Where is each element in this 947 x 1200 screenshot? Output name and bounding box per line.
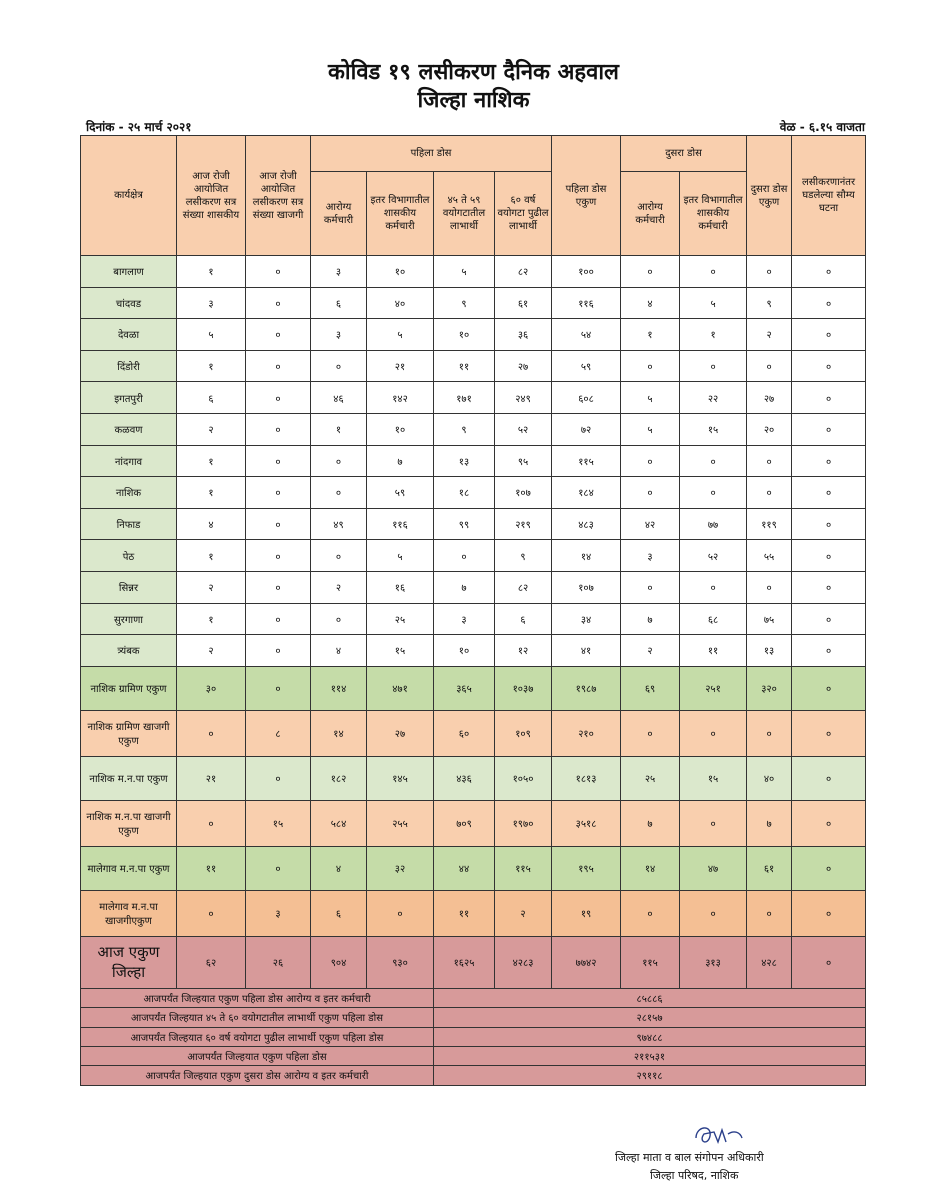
value-cell: ० — [792, 800, 866, 846]
value-cell: ५ — [434, 256, 495, 288]
value-cell: १ — [177, 540, 246, 572]
value-cell: ० — [177, 800, 246, 846]
value-cell: ९ — [434, 287, 495, 319]
subtotal-name: मालेगाव म.न.पा एकुण — [81, 846, 177, 890]
value-cell: १० — [434, 319, 495, 351]
value-cell: ७५ — [747, 603, 792, 635]
value-cell: ५५ — [747, 540, 792, 572]
value-cell: १०७ — [552, 571, 621, 603]
taluka-row — [81, 350, 866, 382]
cumulative-row — [81, 1027, 866, 1046]
value-cell: ० — [621, 350, 680, 382]
value-cell: ८२ — [495, 256, 552, 288]
value-cell: ९५ — [495, 445, 552, 477]
subtotal-name: नाशिक ग्रामिण खाजगी एकुण — [81, 710, 177, 756]
value-cell: १८१३ — [552, 756, 621, 800]
value-cell: १५ — [367, 635, 434, 667]
value-cell: ० — [246, 571, 311, 603]
value-cell: ० — [246, 540, 311, 572]
value-cell: ० — [680, 890, 747, 936]
value-cell: १० — [434, 635, 495, 667]
value-cell: ० — [792, 710, 866, 756]
total-value-cell: ११५ — [621, 936, 680, 988]
value-cell: ० — [792, 256, 866, 288]
value-cell: ४ — [311, 846, 367, 890]
subtotal-name: नाशिक म.न.पा एकुण — [81, 756, 177, 800]
cumulative-row — [81, 1066, 866, 1085]
value-cell: ० — [246, 603, 311, 635]
col-header-dose1-total: पहिला डोस एकुण — [552, 136, 621, 256]
value-cell: ० — [680, 800, 747, 846]
value-cell: ० — [311, 445, 367, 477]
value-cell: ६ — [311, 287, 367, 319]
value-cell: ३ — [311, 319, 367, 351]
value-cell: ३ — [246, 890, 311, 936]
value-cell: ० — [246, 846, 311, 890]
value-cell: १०३७ — [495, 666, 552, 710]
value-cell: ० — [246, 666, 311, 710]
value-cell: ० — [680, 256, 747, 288]
subtotal-row — [81, 756, 866, 800]
value-cell: ७ — [434, 571, 495, 603]
value-cell: २७ — [747, 382, 792, 414]
value-cell: ० — [792, 382, 866, 414]
total-value-cell: ९०४ — [311, 936, 367, 988]
value-cell: ६ — [495, 603, 552, 635]
value-cell: १ — [177, 445, 246, 477]
subtotal-name: नाशिक ग्रामिण एकुण — [81, 666, 177, 710]
cumulative-row — [81, 1008, 866, 1027]
value-cell: ४० — [747, 756, 792, 800]
value-cell: १४ — [621, 846, 680, 890]
value-cell: १९ — [552, 890, 621, 936]
total-value-cell: ७७४२ — [552, 936, 621, 988]
cumulative-value: २८१५७ — [434, 1008, 866, 1027]
taluka-row — [81, 635, 866, 667]
col-group-dose1: पहिला डोस — [311, 136, 552, 172]
value-cell: १४ — [311, 710, 367, 756]
cumulative-label: आजपर्यंत जिल्हयात एकुण दुसरा डोस आरोग्य व इतर कर्मचारी — [81, 1066, 434, 1085]
value-cell: ५ — [367, 540, 434, 572]
taluka-name: नाशिक — [81, 477, 177, 509]
value-cell: २५५ — [367, 800, 434, 846]
value-cell: ४३६ — [434, 756, 495, 800]
taluka-name: चांदवड — [81, 287, 177, 319]
value-cell: ४७१ — [367, 666, 434, 710]
taluka-row — [81, 477, 866, 509]
value-cell: ० — [367, 890, 434, 936]
value-cell: ९९ — [434, 508, 495, 540]
value-cell: १९७० — [495, 800, 552, 846]
value-cell: ० — [792, 445, 866, 477]
value-cell: ० — [792, 350, 866, 382]
value-cell: ७ — [621, 603, 680, 635]
total-value-cell: २६ — [246, 936, 311, 988]
total-value-cell: ४२८ — [747, 936, 792, 988]
subtotal-name: नाशिक म.न.पा खाजगी एकुण — [81, 800, 177, 846]
value-cell: ० — [311, 540, 367, 572]
subtotal-row — [81, 800, 866, 846]
value-cell: ० — [246, 508, 311, 540]
subtotal-row — [81, 666, 866, 710]
value-cell: ८२ — [495, 571, 552, 603]
taluka-row — [81, 413, 866, 445]
value-cell: ४९ — [311, 508, 367, 540]
taluka-row — [81, 571, 866, 603]
district-total-row — [81, 936, 866, 988]
report-title: कोविड १९ लसीकरण दैनिक अहवाल — [328, 60, 619, 85]
value-cell: ० — [246, 445, 311, 477]
value-cell: २ — [747, 319, 792, 351]
value-cell: ० — [792, 540, 866, 572]
value-cell: ७ — [621, 800, 680, 846]
value-cell: ११ — [680, 635, 747, 667]
signature-mark — [688, 1118, 748, 1154]
value-cell: ३५१८ — [552, 800, 621, 846]
value-cell: ० — [177, 710, 246, 756]
col-header-d1-45-59: ४५ ते ५९ वयोगटातील लाभार्थी — [434, 172, 495, 256]
value-cell: ० — [747, 571, 792, 603]
value-cell: १९८७ — [552, 666, 621, 710]
value-cell: ५९ — [367, 477, 434, 509]
value-cell: २२ — [680, 382, 747, 414]
cumulative-label: आजपर्यंत जिल्हयात एकुण पहिला डोस — [81, 1046, 434, 1065]
value-cell: ४४ — [434, 846, 495, 890]
total-value-cell: ० — [792, 936, 866, 988]
value-cell: ० — [747, 350, 792, 382]
value-cell: ७०९ — [434, 800, 495, 846]
value-cell: २ — [311, 571, 367, 603]
value-cell: ६ — [177, 382, 246, 414]
value-cell: १३ — [434, 445, 495, 477]
value-cell: ० — [311, 477, 367, 509]
col-header-d1-health: आरोग्य कर्मचारी — [311, 172, 367, 256]
value-cell: ५९ — [552, 350, 621, 382]
col-header-d2-other: इतर विभागातील शासकीय कर्मचारी — [680, 172, 747, 256]
value-cell: १८२ — [311, 756, 367, 800]
cumulative-row — [81, 1046, 866, 1065]
value-cell: १ — [680, 319, 747, 351]
taluka-name: इगतपुरी — [81, 382, 177, 414]
value-cell: ० — [792, 571, 866, 603]
value-cell: ० — [680, 710, 747, 756]
total-value-cell: ९३० — [367, 936, 434, 988]
value-cell: २१ — [367, 350, 434, 382]
value-cell: ० — [246, 635, 311, 667]
taluka-row — [81, 603, 866, 635]
value-cell: १ — [177, 603, 246, 635]
taluka-row — [81, 256, 866, 288]
value-cell: ० — [680, 477, 747, 509]
value-cell: ५ — [680, 287, 747, 319]
value-cell: १४ — [552, 540, 621, 572]
value-cell: ० — [792, 890, 866, 936]
value-cell: १० — [367, 256, 434, 288]
value-cell: २७ — [367, 710, 434, 756]
value-cell: ६० — [434, 710, 495, 756]
value-cell: ० — [621, 710, 680, 756]
value-cell: २५ — [621, 756, 680, 800]
value-cell: १७१ — [434, 382, 495, 414]
cumulative-value: ९७४८८ — [434, 1027, 866, 1046]
col-group-dose2: दुसरा डोस — [621, 136, 747, 172]
value-cell: ६०८ — [552, 382, 621, 414]
value-cell: १४२ — [367, 382, 434, 414]
col-header-sessions-pvt: आज रोजी आयोजित लसीकरण सत्र संख्या खाजगी — [246, 136, 311, 256]
value-cell: ९ — [495, 540, 552, 572]
vaccination-table — [80, 135, 866, 1086]
value-cell: ४१ — [552, 635, 621, 667]
value-cell: ३४ — [552, 603, 621, 635]
signature-designation: जिल्हा माता व बाल संगोपन अधिकारी — [615, 1151, 764, 1164]
value-cell: १५ — [680, 756, 747, 800]
value-cell: ७ — [747, 800, 792, 846]
taluka-name: दिंडोरी — [81, 350, 177, 382]
value-cell: ११६ — [552, 287, 621, 319]
value-cell: १८४ — [552, 477, 621, 509]
value-cell: ० — [792, 508, 866, 540]
taluka-name: सुरगाणा — [81, 603, 177, 635]
value-cell: ० — [747, 256, 792, 288]
value-cell: २७ — [495, 350, 552, 382]
value-cell: १ — [177, 256, 246, 288]
value-cell: ० — [792, 319, 866, 351]
value-cell: ५२ — [495, 413, 552, 445]
cumulative-row — [81, 988, 866, 1007]
taluka-name: नांदगाव — [81, 445, 177, 477]
subtotal-row — [81, 890, 866, 936]
value-cell: ११९ — [747, 508, 792, 540]
value-cell: ३२ — [367, 846, 434, 890]
value-cell: ० — [246, 256, 311, 288]
taluka-name: पेठ — [81, 540, 177, 572]
value-cell: २१९ — [495, 508, 552, 540]
value-cell: ० — [792, 603, 866, 635]
value-cell: ३ — [177, 287, 246, 319]
cumulative-label: आजपर्यंत जिल्हयात एकुण पहिला डोस आरोग्य व इतर कर्मचारी — [81, 988, 434, 1007]
value-cell: १०९ — [495, 710, 552, 756]
value-cell: ० — [792, 477, 866, 509]
value-cell: ४० — [367, 287, 434, 319]
value-cell: ० — [621, 890, 680, 936]
value-cell: ० — [792, 756, 866, 800]
value-cell: ११४ — [311, 666, 367, 710]
value-cell: ११ — [177, 846, 246, 890]
taluka-row — [81, 382, 866, 414]
signature-office: जिल्हा परिषद, नाशिक — [650, 1169, 739, 1182]
col-header-d1-60: ६० वर्ष वयोगटा पुढील लाभार्थी — [495, 172, 552, 256]
cumulative-value: २११५३१ — [434, 1046, 866, 1065]
value-cell: १२ — [495, 635, 552, 667]
taluka-name: निफाड — [81, 508, 177, 540]
value-cell: ७२ — [552, 413, 621, 445]
value-cell: २ — [621, 635, 680, 667]
value-cell: ० — [621, 445, 680, 477]
value-cell: ० — [621, 256, 680, 288]
value-cell: १४५ — [367, 756, 434, 800]
value-cell: १ — [177, 477, 246, 509]
taluka-name: सिन्नर — [81, 571, 177, 603]
total-value-cell: १६२५ — [434, 936, 495, 988]
value-cell: ७७ — [680, 508, 747, 540]
taluka-name: कळवण — [81, 413, 177, 445]
value-cell: १५ — [680, 413, 747, 445]
value-cell: ० — [177, 890, 246, 936]
cumulative-value: २९११८ — [434, 1066, 866, 1085]
value-cell: ११ — [434, 890, 495, 936]
value-cell: २० — [747, 413, 792, 445]
value-cell: २४९ — [495, 382, 552, 414]
value-cell: ४ — [621, 287, 680, 319]
value-cell: ० — [246, 382, 311, 414]
taluka-row — [81, 287, 866, 319]
value-cell: ० — [246, 350, 311, 382]
value-cell: ० — [792, 287, 866, 319]
cumulative-label: आजपर्यंत जिल्हयात ४५ ते ६० वयोगटातील लाभार्थी एकुण पहिला डोस — [81, 1008, 434, 1027]
value-cell: ३ — [434, 603, 495, 635]
value-cell: १६ — [367, 571, 434, 603]
value-cell: २५ — [367, 603, 434, 635]
value-cell: २१ — [177, 756, 246, 800]
col-header-dose2-total: दुसरा डोस एकुण — [747, 136, 792, 256]
value-cell: ० — [792, 666, 866, 710]
value-cell: २ — [177, 413, 246, 445]
value-cell: ४ — [311, 635, 367, 667]
value-cell: ६८ — [680, 603, 747, 635]
value-cell: ११ — [434, 350, 495, 382]
col-header-d1-other: इतर विभागातील शासकीय कर्मचारी — [367, 172, 434, 256]
value-cell: ३ — [621, 540, 680, 572]
value-cell: ० — [747, 890, 792, 936]
value-cell: १ — [311, 413, 367, 445]
taluka-row — [81, 540, 866, 572]
total-value-cell: ६२ — [177, 936, 246, 988]
taluka-row — [81, 445, 866, 477]
value-cell: १०७ — [495, 477, 552, 509]
value-cell: १० — [367, 413, 434, 445]
value-cell: ० — [747, 445, 792, 477]
value-cell: ३६ — [495, 319, 552, 351]
value-cell: ० — [792, 846, 866, 890]
value-cell: १०० — [552, 256, 621, 288]
value-cell: ० — [621, 571, 680, 603]
value-cell: ५२ — [680, 540, 747, 572]
value-cell: १ — [621, 319, 680, 351]
value-cell: ४ — [177, 508, 246, 540]
value-cell: ३० — [177, 666, 246, 710]
taluka-name: बागलाण — [81, 256, 177, 288]
value-cell: १८ — [434, 477, 495, 509]
value-cell: २५१ — [680, 666, 747, 710]
value-cell: १३ — [747, 635, 792, 667]
value-cell: ११६ — [367, 508, 434, 540]
value-cell: ६१ — [495, 287, 552, 319]
value-cell: ८ — [246, 710, 311, 756]
value-cell: ० — [434, 540, 495, 572]
value-cell: ० — [311, 603, 367, 635]
col-header-area: कार्यक्षेत्र — [81, 136, 177, 256]
subtotal-name: मालेगाव म.न.पा खाजगीएकुण — [81, 890, 177, 936]
value-cell: ० — [747, 477, 792, 509]
value-cell: ७ — [367, 445, 434, 477]
taluka-name: त्र्यंबक — [81, 635, 177, 667]
value-cell: २ — [177, 571, 246, 603]
value-cell: ९ — [747, 287, 792, 319]
value-cell: ० — [747, 710, 792, 756]
value-cell: ५८४ — [311, 800, 367, 846]
value-cell: ० — [792, 635, 866, 667]
value-cell: ० — [680, 571, 747, 603]
value-cell: ० — [621, 477, 680, 509]
value-cell: २१० — [552, 710, 621, 756]
report-time: वेळ - ६.१५ वाजता — [779, 120, 865, 134]
value-cell: ० — [246, 756, 311, 800]
value-cell: ९ — [434, 413, 495, 445]
total-value-cell: ४२८३ — [495, 936, 552, 988]
col-header-aefi: लसीकरणानंतर घडलेल्या सौम्य घटना — [792, 136, 866, 256]
value-cell: १५ — [246, 800, 311, 846]
value-cell: ५ — [367, 319, 434, 351]
value-cell: ० — [792, 413, 866, 445]
cumulative-value: ८५८८६ — [434, 988, 866, 1007]
total-value-cell: ३१३ — [680, 936, 747, 988]
value-cell: ५ — [177, 319, 246, 351]
value-cell: १ — [177, 350, 246, 382]
value-cell: ४६ — [311, 382, 367, 414]
report-date: दिनांक - २५ मार्च २०२१ — [86, 120, 192, 134]
col-header-d2-health: आरोग्य कर्मचारी — [621, 172, 680, 256]
value-cell: ५ — [621, 413, 680, 445]
cumulative-label: आजपर्यंत जिल्हयात ६० वर्ष वयोगटा पुढील लाभार्थी एकुण पहिला डोस — [81, 1027, 434, 1046]
col-header-sessions-gov: आज रोजी आयोजित लसीकरण सत्र संख्या शासकीय — [177, 136, 246, 256]
subtotal-row — [81, 710, 866, 756]
value-cell: ३ — [311, 256, 367, 288]
report-subtitle: जिल्हा नाशिक — [417, 88, 530, 113]
taluka-name: देवळा — [81, 319, 177, 351]
taluka-row — [81, 508, 866, 540]
value-cell: ० — [246, 319, 311, 351]
value-cell: ३६५ — [434, 666, 495, 710]
value-cell: ३२० — [747, 666, 792, 710]
value-cell: १९५ — [552, 846, 621, 890]
value-cell: ६१ — [747, 846, 792, 890]
subtotal-row — [81, 846, 866, 890]
taluka-row — [81, 319, 866, 351]
value-cell: ० — [246, 477, 311, 509]
value-cell: २ — [177, 635, 246, 667]
value-cell: ११५ — [552, 445, 621, 477]
value-cell: ४२ — [621, 508, 680, 540]
value-cell: ४८३ — [552, 508, 621, 540]
value-cell: ११५ — [495, 846, 552, 890]
value-cell: ० — [680, 445, 747, 477]
value-cell: ५४ — [552, 319, 621, 351]
value-cell: ० — [246, 287, 311, 319]
value-cell: ६९ — [621, 666, 680, 710]
district-total-name: आज एकुण जिल्हा — [81, 936, 177, 988]
value-cell: १०५० — [495, 756, 552, 800]
value-cell: ० — [246, 413, 311, 445]
value-cell: ० — [680, 350, 747, 382]
value-cell: ५ — [621, 382, 680, 414]
value-cell: ० — [311, 350, 367, 382]
value-cell: २ — [495, 890, 552, 936]
value-cell: ४७ — [680, 846, 747, 890]
value-cell: ६ — [311, 890, 367, 936]
